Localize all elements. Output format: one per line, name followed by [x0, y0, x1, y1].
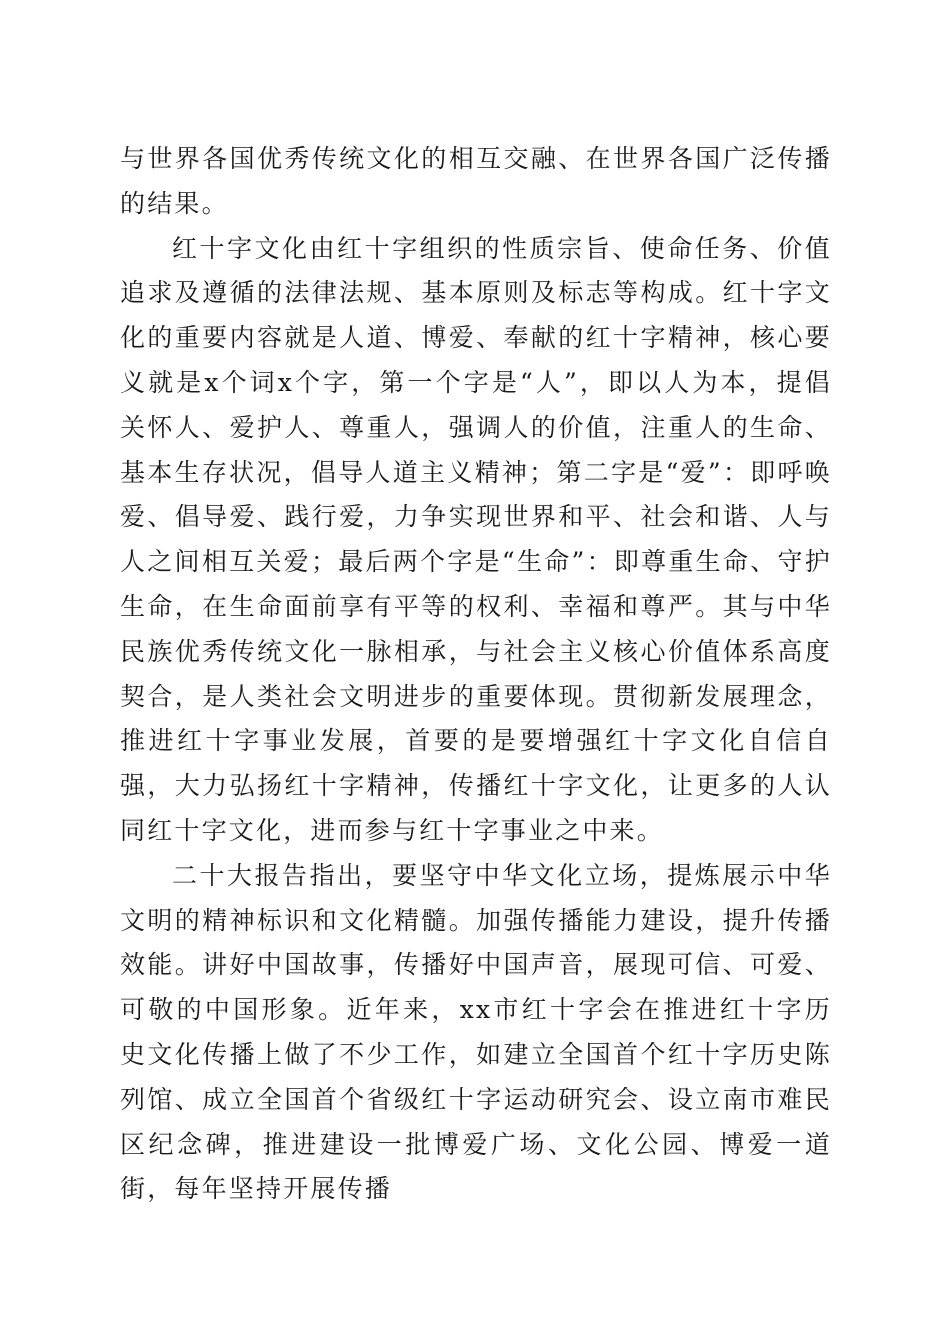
document-page [120, 137, 832, 1212]
paragraph-red-cross-culture: 红十字文化由红十字组织的性质宗旨、使命任务、价值追求及遵循的法律法规、基本原则及标志等构成。红十字文化的重要内容就是人道、博爱、奉献的红十字精神，核心要义就是x个词x个字，第一个字是“人”，即以人为本，提倡关怀人、爱护人、尊重人，强调人的价值，注重人的生命、基本生存状况，倡导人道主义精神；第二字是“爱”：即呼唤爱、倡导爱、践行爱，力争实现世界和平、社会和谐、人与人之间相互关爱；最后两个字是“生命”：即尊重生命、守护生命，在生命面前享有平等的权利、幸福和尊严。其与中华民族优秀传统文化一脉相承，与社会主义核心价值体系高度契合，是人类社会文明进步的重要体现。贯彻新发展理念，推进红十字事业发展，首要的是要增强红十字文化自信自强，大力弘扬红十字精神，传播红十字文化，让更多的人认同红十字文化，进而参与红十字事业之中来。 [120, 233, 832, 845]
paragraph-continuation: 与世界各国优秀传统文化的相互交融、在世界各国广泛传播的结果。 [120, 144, 832, 218]
paragraph-twentieth-congress-report: 二十大报告指出，要坚守中华文化立场，提炼展示中华文明的精神标识和文化精髓。加强传播能力建设，提升传播效能。讲好中国故事，传播好中国声音，展现可信、可爱、可敬的中国形象。近年来，xx市红十字会在推进红十字历史文化传播上做了不少工作，如建立全国首个红十字历史陈列馆、成立全国首个省级红十字运动研究会、设立南市难民区纪念碑，推进建设一批博爱广场、文化公园、博爱一道街，每年坚持开展传播 [120, 860, 832, 1204]
